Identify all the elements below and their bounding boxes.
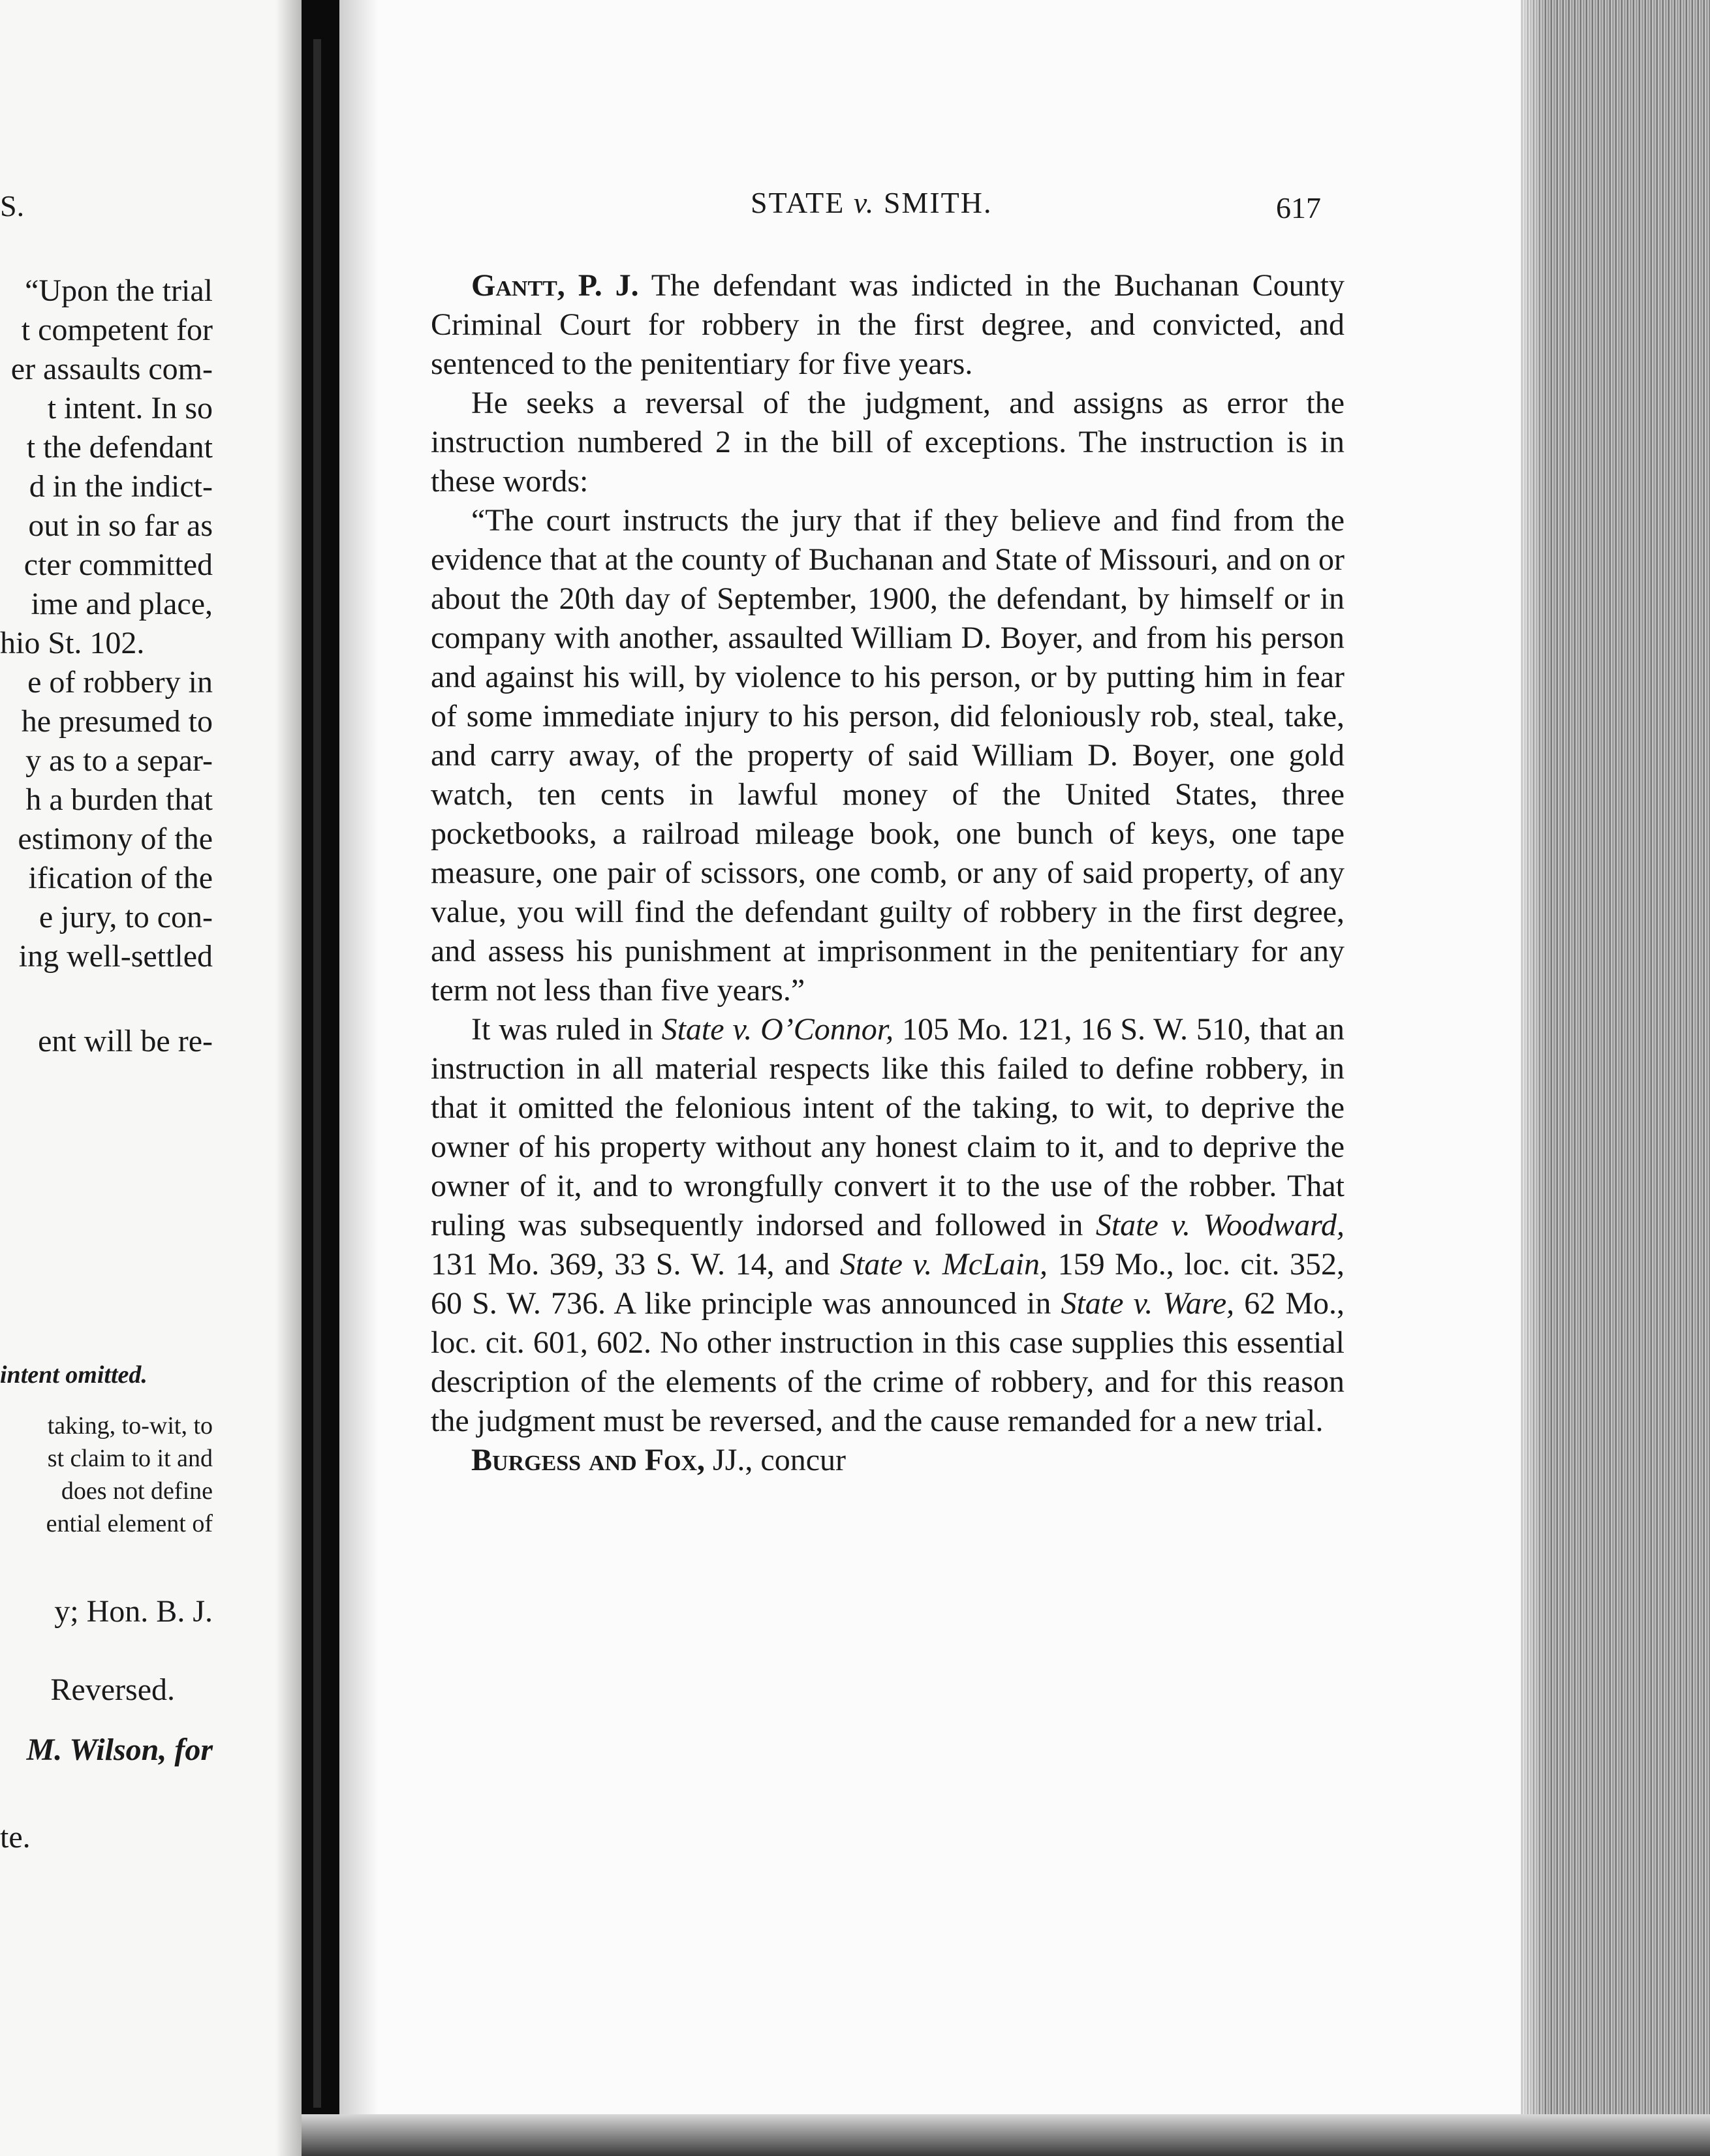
paragraph-text: JJ., concur bbox=[705, 1443, 846, 1477]
left-page-note-line: st claim to it and bbox=[47, 1445, 213, 1472]
left-page-line: d in the indict- bbox=[29, 469, 213, 504]
left-page-tail-line: Reversed. bbox=[50, 1672, 175, 1707]
left-page-line: ing well-settled bbox=[18, 939, 213, 974]
page-number: 617 bbox=[1276, 191, 1321, 224]
page-edges bbox=[1521, 0, 1710, 2156]
left-page-line: er assaults com- bbox=[10, 352, 213, 386]
left-page-line: hio St. 102. bbox=[0, 626, 145, 660]
paragraph-text: The defendant was indicted in the Buchanan County Criminal Court for robbery in the first degree, and convicted, and sentenced to the penitentiary for five years. bbox=[431, 268, 1345, 381]
paragraph-text: 62 Mo., loc. cit. 601, 602. No other instruction in this case supplies this essential description of the elements of the crime of robbery, and for this reason the judgment must be reversed, and the cause remanded for a new trial. bbox=[431, 1286, 1345, 1438]
case-citation: State v. Woodward, bbox=[1095, 1208, 1345, 1242]
left-page-note-line: does not define bbox=[61, 1477, 213, 1505]
left-page-tail-line: M. Wilson, for bbox=[26, 1732, 213, 1767]
paragraph: He seeks a reversal of the judgment, and assigns as error the instruction numbered 2 in the bill of exceptions. The instruction is in these words: bbox=[431, 386, 1345, 499]
case-citation: State v. O’Connor, bbox=[661, 1012, 894, 1047]
paragraph bbox=[431, 1441, 1345, 1480]
running-head-v: v. bbox=[853, 186, 875, 219]
instruction-quote: “The court instructs the jury that if they believe and find from the evidence that at the county of Buchanan and State of Missouri, and on or about the 20th day of September, 1900, the defendant, by himself or in company with another, assaulted William D. Boyer, and from his person and against his will, by violence to his person, or by putting him in fear of some immediate injury to his person, did feloniously rob, steal, take, and carry away, of the property of said William D. Boyer, one gold watch, ten cents in lawful money of the United States, three pocketbooks, a railroad mileage book, one bunch of keys, one tape measure, one pair of scissors, one comb, or any of said property, of any value, you will find the defendant guilty of robbery in the first degree, and assess his punishment at imprisonment in the penitentiary for any term not less than five years.” bbox=[431, 503, 1345, 1008]
left-page-line: t intent. In so bbox=[47, 391, 213, 425]
paragraph bbox=[431, 266, 1345, 384]
left-page-note-line: ential element of bbox=[46, 1510, 213, 1537]
page-shadow bbox=[339, 0, 379, 2156]
gutter-inner bbox=[313, 39, 321, 2108]
left-page-line: y as to a separ- bbox=[25, 743, 213, 778]
paragraph-text: 105 Mo. 121, 16 S. W. 510, that an instruction in all material respects like this failed to define robbery, in that it omitted the felonious intent of the taking, to wit, to deprive the owner of his property without any honest claim to it, and to deprive the owner of it, and to wrongfully convert it to the use of the robber. That ruling was subsequently indorsed and followed in bbox=[431, 1012, 1345, 1242]
running-head-pre: STATE bbox=[751, 186, 854, 219]
left-page-header-fragment: S. bbox=[0, 189, 25, 223]
left-page-note-line: taking, to-wit, to bbox=[47, 1412, 213, 1440]
left-page-line: t competent for bbox=[21, 313, 213, 347]
paragraph bbox=[431, 1010, 1345, 1441]
running-head bbox=[751, 185, 992, 220]
left-page-tail-line: y; Hon. B. J. bbox=[54, 1594, 213, 1629]
left-page-note-heading: intent omitted. bbox=[0, 1361, 148, 1389]
book-gutter bbox=[302, 0, 339, 2156]
paragraph-text: It was ruled in bbox=[471, 1012, 662, 1047]
left-page-line: h a burden that bbox=[25, 782, 213, 817]
opinion-body bbox=[431, 266, 1345, 1480]
left-page-line: e jury, to con- bbox=[39, 900, 213, 934]
left-page-line: ime and place, bbox=[31, 587, 213, 621]
paragraph-text: 131 Mo. 369, 33 S. W. 14, and bbox=[431, 1247, 840, 1282]
left-page-line: ent will be re- bbox=[38, 1024, 213, 1058]
judge-names: Burgess and Fox, bbox=[471, 1443, 706, 1477]
left-page-line: t the defendant bbox=[26, 430, 213, 465]
case-citation: State v. McLain, bbox=[839, 1247, 1048, 1282]
left-page-line: he presumed to bbox=[21, 704, 213, 739]
left-page bbox=[0, 0, 302, 2156]
book-bottom-edge bbox=[302, 2114, 1710, 2156]
left-page-line: estimony of the bbox=[18, 822, 213, 856]
case-citation: State v. Ware, bbox=[1061, 1286, 1235, 1321]
edge-shadow bbox=[1521, 0, 1547, 2156]
judge-name: Gantt, P. J. bbox=[471, 268, 639, 303]
left-page-line: ification of the bbox=[28, 861, 213, 895]
paragraph-text: 159 Mo., loc. cit. 352, 60 S. W. 736. A like principle was announced in bbox=[431, 1247, 1345, 1321]
page-shadow bbox=[275, 0, 302, 2156]
left-page-line: e of robbery in bbox=[27, 665, 213, 700]
running-head-post: SMITH. bbox=[875, 186, 993, 219]
left-page-line: “Upon the trial bbox=[25, 273, 213, 308]
left-page-line: cter committed bbox=[23, 547, 213, 582]
left-page-tail-line: te. bbox=[0, 1820, 31, 1855]
left-page-line: out in so far as bbox=[28, 508, 213, 543]
